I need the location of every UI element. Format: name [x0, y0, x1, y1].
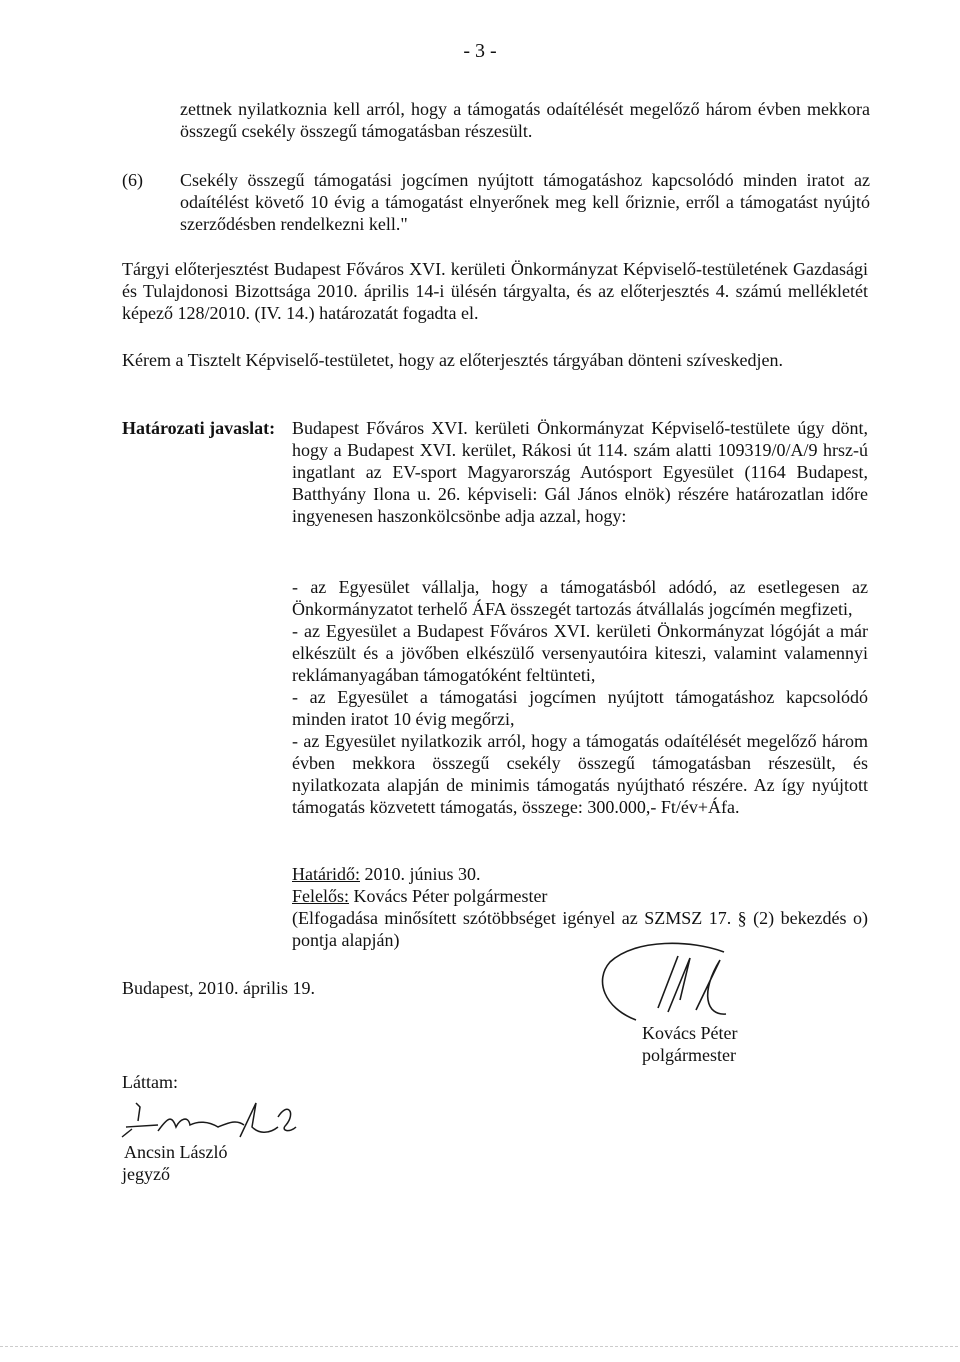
- item-text: Csekély összegű támogatási jogcímen nyújtott támogatáshoz kapcsolódó minden iratot az odaítélést követő 10 évig a támogatást elnyerőnek meg kell őriznie, erről a támogatást nyújtó szerződésben rendelkezni kell.": [180, 170, 870, 234]
- deadline-label: Határidő:: [292, 864, 360, 884]
- deadline-line: [292, 863, 481, 885]
- responsible-value: Kovács Péter polgármester: [349, 886, 548, 906]
- adoption-note: (Elfogadása minősített szótöbbséget igényel az SZMSZ 17. § (2) bekezdés o) pontja alapján): [292, 908, 868, 950]
- condition-item: - az Egyesület vállalja, hogy a támogatásból adódó, az esetlegesen az Önkormányzatot terhelő ÁFA összegét tartozás átvállalás jogcímén megfizeti,: [292, 577, 868, 619]
- condition-item: - az Egyesület a Budapest Főváros XVI. kerületi Önkormányzat lógóját a már elkészült és a jövőben elkészülő versenyautóira kiteszi, valamint valamennyi reklámanyagában támogatóként feltünteti,: [292, 621, 868, 685]
- signatory-name: Kovács Péter: [642, 1023, 738, 1043]
- resolution-text: Budapest Főváros XVI. kerületi Önkormányzat Képviselő-testülete úgy dönt, hogy a Budapest XVI. kerület, Rákosi út 114. szám alatti 109319/0/A/9 hrsz-ú ingatlant az EV-sport Magyarország Autósport Egyesület (1164 Budapest, Batthyány Ilona u. 26. képviseli: Gál János elnök) részére határozatlan időre ingyenesen haszonkölcsönbe adja azzal, hogy:: [292, 418, 868, 526]
- notary-name: Ancsin László: [124, 1142, 228, 1162]
- signatory-title: polgármester: [642, 1045, 736, 1065]
- page-number: - 3 -: [463, 40, 497, 62]
- notary-title: jegyző: [122, 1164, 170, 1184]
- place-date: Budapest, 2010. április 19.: [122, 978, 315, 998]
- mayor-signature: [596, 938, 736, 1030]
- intro-continuation: zettnek nyilatkoznia kell arról, hogy a támogatás odaítélését megelőző három évben mekkora összegű csekély összegű támogatásban részesült.: [180, 99, 870, 141]
- deadline-value: 2010. június 30.: [359, 864, 481, 884]
- resolution-label: Határozati javaslat:: [122, 418, 276, 438]
- committee-paragraph: Tárgyi előterjesztést Budapest Főváros XVI. kerületi Önkormányzat Képviselő-testületének Gazdasági és Tulajdonosi Bizottsága 2010. április 14-i ülésén tárgyalta, és az előterjesztés 4. számú mellékletét képező 128/2010. (IV. 14.) határozatát fogadta el.: [122, 259, 868, 323]
- condition-item: - az Egyesület nyilatkozik arról, hogy a támogatás odaítélését megelőző három évben mekkora összegű csekély összegű támogatásban részesült, és nyilatkozata alapján de minimis támogatás nyújtható részére. Az így nyújtott támogatás közvetett támogatás, összege: 300.000,- Ft/év+Áfa.: [292, 731, 868, 817]
- notary-signature: [118, 1097, 298, 1147]
- request-paragraph: Kérem a Tisztelt Képviselő-testületet, hogy az előterjesztés tárgyában dönteni szíveskedjen.: [122, 350, 783, 370]
- responsible-label: Felelős:: [292, 886, 349, 906]
- responsible-line: [292, 885, 547, 907]
- item-number: (6): [122, 170, 143, 190]
- conditions-list: [292, 576, 868, 818]
- footer-rule: [0, 1346, 960, 1347]
- condition-item: - az Egyesület a támogatási jogcímen nyújtott támogatáshoz kapcsolódó minden iratot 10 évig megőrzi,: [292, 687, 868, 729]
- seen-label: Láttam:: [122, 1072, 178, 1092]
